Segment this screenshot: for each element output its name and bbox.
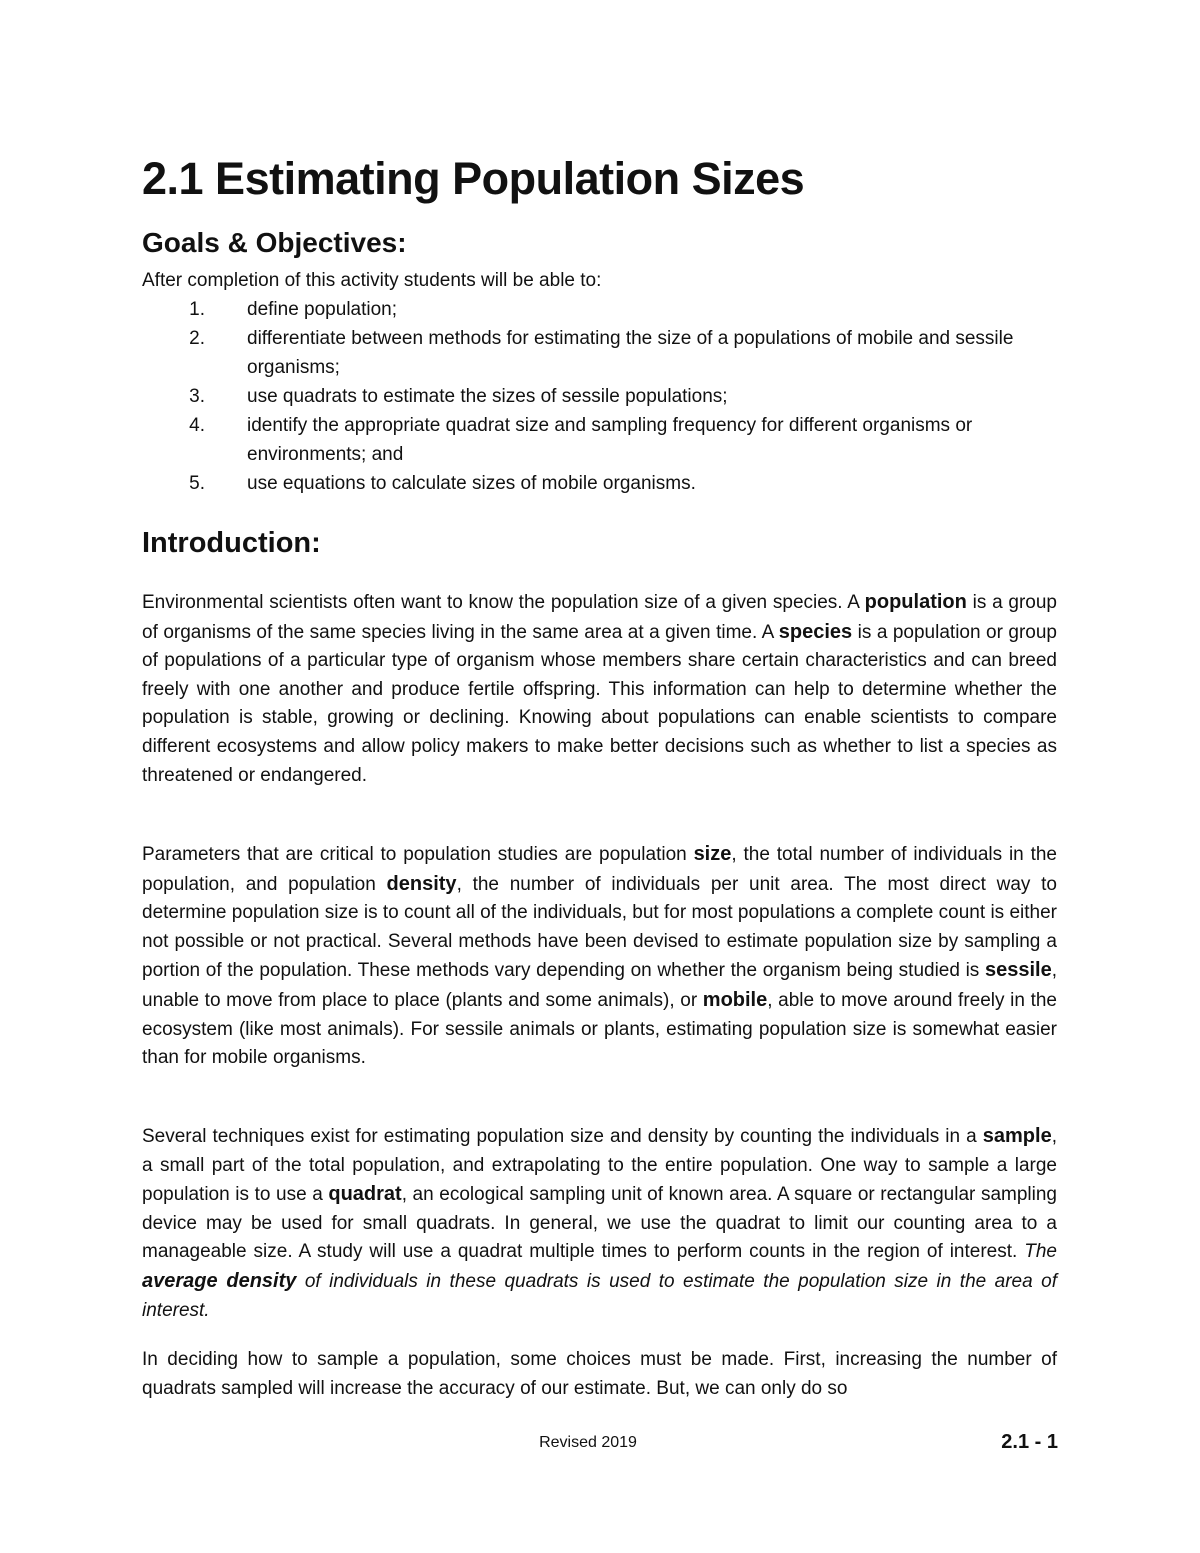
objective-item — [142, 324, 1082, 382]
objective-number: 4. — [189, 415, 205, 436]
objective-text: use equations to calculate sizes of mobile organisms. — [247, 473, 696, 494]
objective-item — [142, 382, 1082, 411]
objective-item — [142, 295, 1082, 324]
term-mobile: mobile — [702, 988, 768, 1011]
term-sessile: sessile — [984, 959, 1052, 982]
objective-text: define population; — [247, 299, 398, 320]
intro-paragraph-1: Environmental scientists often want to know the population size of a given species. A population is a group of organisms of the same species living in the same area at a given time. A species is a population or group of populations of a particular type of organism whose members share certain characteristics and can breed freely with one another and produce fertile offspring. This information can help to determine whether the population is stable, growing or declining. Knowing about populations can enable scientists to compare different ecosystems and allow policy makers to make better decisions such as whether to list a species as threatened or endangered. — [142, 591, 1057, 786]
objective-number: 3. — [189, 386, 205, 407]
objective-item — [142, 469, 1082, 498]
term-population: population — [864, 591, 967, 613]
objective-number: 5. — [189, 473, 205, 494]
term-quadrat: quadrat — [328, 1183, 402, 1206]
footer-revised: Revised 2019 — [539, 1434, 637, 1451]
goals-heading: Goals & Objectives: — [142, 227, 407, 258]
objective-text: use quadrats to estimate the sizes of sessile populations; — [247, 386, 728, 407]
footer-page-number: 2.1 - 1 — [1001, 1431, 1058, 1453]
intro-paragraph-4: In deciding how to sample a population, some choices must be made. First, increasing the number of quadrats sampled will increase the accuracy of our estimate. But, we can only do so — [142, 1349, 1057, 1399]
goals-intro: After completion of this activity students will be able to: — [142, 270, 602, 291]
intro-paragraph-3: Several techniques exist for estimating population size and density by counting the individuals in a sample, a small part of the total population, and extrapolating to the entire population. One way to sample a large population is to use a quadrat, an ecological sampling unit of known area. A square or rectangular sampling device may be used for small quadrats. In general, we use the quadrat to limit our counting area to a manageable size. A study will use a quadrat multiple times to perform counts in the region of interest. The average density of individuals in these quadrats is used to estimate the population size in the area of interest. — [142, 1125, 1057, 1321]
introduction-heading: Introduction: — [142, 527, 321, 559]
page-title: 2.1 Estimating Population Sizes — [142, 153, 805, 204]
objective-text: identify the appropriate quadrat size and sampling frequency for different organisms or environments; and — [247, 415, 973, 465]
term-sample: sample — [982, 1125, 1052, 1147]
term-average-density: average density — [142, 1269, 297, 1292]
objective-text: differentiate between methods for estimating the size of a populations of mobile and sessile organisms; — [247, 328, 1014, 378]
term-density: density — [386, 872, 457, 895]
term-size: size — [693, 843, 732, 865]
objectives-list — [142, 295, 1082, 498]
term-species: species — [778, 620, 853, 643]
objective-item — [142, 411, 1082, 469]
objective-number: 2. — [189, 328, 205, 349]
intro-paragraph-2: Parameters that are critical to population studies are population size, the total number of individuals in the population, and population density, the number of individuals per unit area. The most direct way to determine population size is to count all of the individuals, but for most populations a complete count is either not possible or not practical. Several methods have been devised to estimate population size by sampling a portion of the population. These methods vary depending on whether the organism being studied is sessile, unable to move from place to place (plants and some animals), or mobile, able to move around freely in the ecosystem (like most animals). For sessile animals or plants, estimating population size is somewhat easier than for mobile organisms. — [142, 843, 1057, 1069]
objective-number: 1. — [189, 299, 205, 320]
